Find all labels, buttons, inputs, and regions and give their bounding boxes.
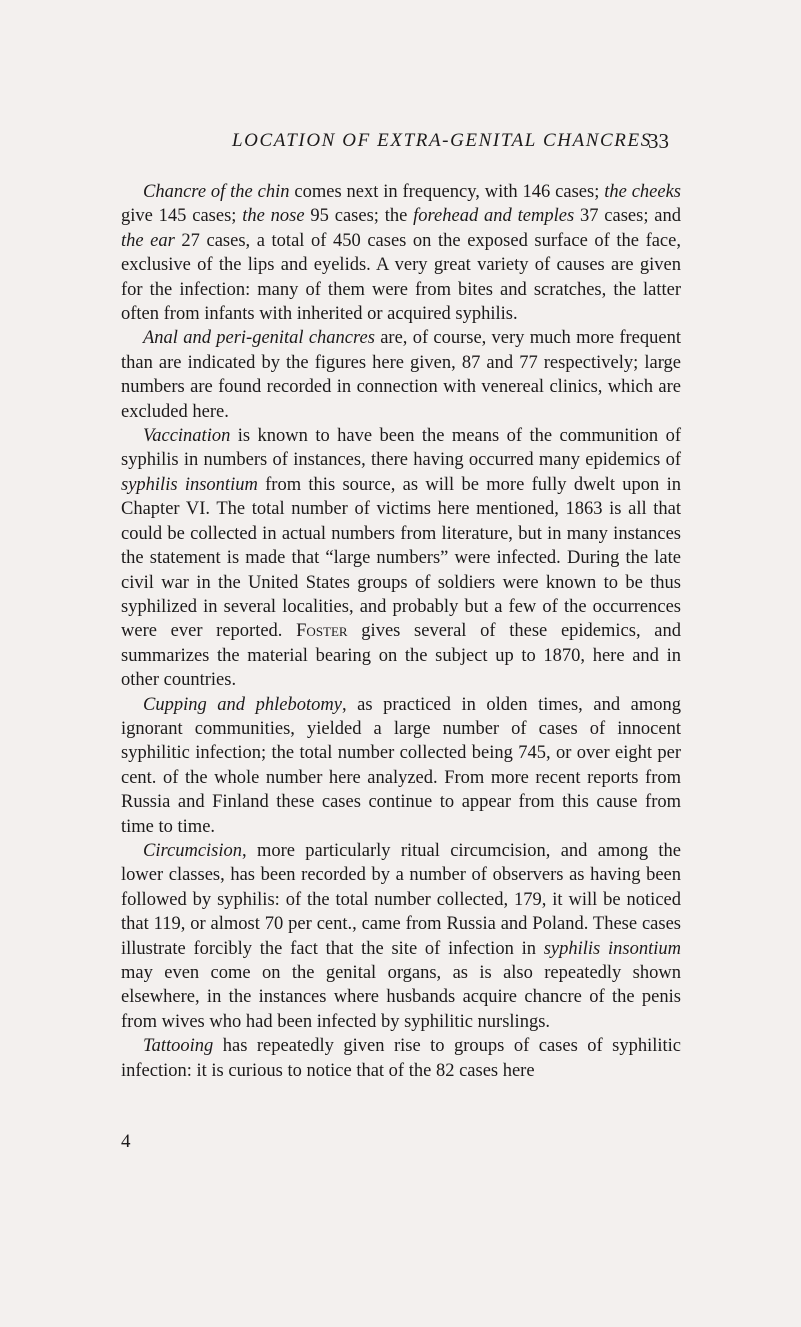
text-segment: Foster — [296, 621, 348, 642]
text-segment: from this source, as will be more fully dwelt upon in Chapter VI. The total number of victims here mentioned, 1863 is all that could be collected in actual numbers from literature, but in many instances the statement is made that “large numbers” were infected. During the late civil war in the United States groups of soldiers were known to be thus syphilized in several localities, and probably but a few of the occurrences were ever reported. — [121, 474, 681, 642]
paragraph-anal — [121, 326, 681, 424]
text-segment: the ear — [121, 230, 175, 251]
text-segment: Chancre of the chin — [143, 182, 290, 202]
text-segment: 27 cases, a total of 450 cases on the exposed surface of the face, exclusive of the lips and eyelids. A very great variety of causes are given for the infection: many of them were from bites and scratches, the latter often from infants with inherited or acquired syphilis. — [121, 230, 681, 325]
text-segment: the nose — [242, 206, 305, 227]
text-segment: Tattooing — [143, 1036, 214, 1057]
paragraph-vaccination — [121, 424, 681, 692]
text-segment: are, of course, very much more frequent than are indicated by the figures here given, 87 and 77 respectively; large numbers are found recorded in connection with venereal clinics, which are excluded here. — [121, 328, 681, 422]
text-segment: Cupping and phlebotomy — [143, 694, 342, 715]
text-segment: syphilis insontium — [543, 938, 681, 959]
text-segment: is known to have been the means of the communition of syphilis in numbers of instances, there having occurred many epidemics of — [121, 426, 681, 471]
text-segment: , more particularly ritual circumcision, and among the lower classes, has been recorded by a number of observers as having been followed by syphilis: of the total number collected, 179, it will be noticed that 119, or almost 70 per cent., came from Russia and Poland. These cases illustrate forcibly the fact that the site of infection in — [121, 840, 681, 959]
page-number: 33 — [648, 129, 669, 153]
running-head-title: LOCATION OF EXTRA-GENITAL CHANCRES — [232, 130, 652, 151]
text-segment: Vaccination — [143, 426, 231, 447]
body-text — [121, 180, 681, 1083]
text-segment: syphilis insontium — [121, 474, 258, 495]
paragraph-tattooing — [121, 1034, 681, 1083]
text-segment: give 145 cases; — [121, 206, 243, 227]
text-segment: 37 cases; and — [574, 206, 681, 227]
text-segment: Anal and peri-genital chancres — [143, 328, 375, 349]
text-segment: Circumcision — [143, 840, 243, 861]
running-header — [0, 128, 801, 154]
paragraph-chin — [121, 180, 681, 326]
text-segment: comes next in frequency, with 146 cases; — [289, 182, 605, 202]
text-segment: forehead and temples — [413, 206, 575, 227]
text-segment: , as practiced in olden times, and among ignorant communities, yielded a large number of cases of innocent syphilitic infection; the total number collected being 745, or over eight per cent. of the whole number here analyzed. From more recent reports from Russia and Finland these cases continue to appear from this cause from time to time. — [121, 694, 681, 837]
signature-mark: 4 — [121, 1131, 131, 1152]
text-segment: has repeatedly given rise to groups of cases of syphilitic infection: it is curious to notice that of the 82 cases here — [121, 1036, 681, 1081]
text-segment: may even come on the genital organs, as is also repeatedly shown elsewhere, in the instances where husbands acquire chancre of the penis from wives who had been infected by syphilitic nurslings. — [121, 963, 681, 1032]
text-segment: 95 cases; the — [304, 206, 414, 227]
text-segment: the cheeks — [604, 182, 681, 202]
paragraph-cupping — [121, 693, 681, 839]
paragraph-circumcision — [121, 839, 681, 1034]
text-segment: gives several of these epidemics, and summarizes the material bearing on the subject up to 1870, here and in other countries. — [121, 621, 681, 691]
